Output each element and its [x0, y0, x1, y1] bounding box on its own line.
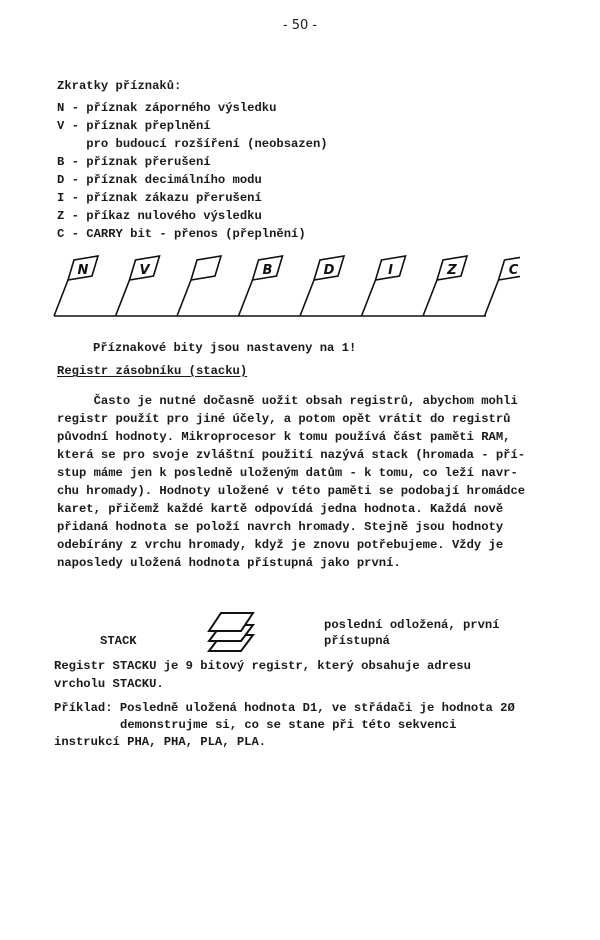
abbreviation-item: N - příznak záporného výsledku — [57, 101, 277, 115]
paragraph-line: Často je nutné dočasně uožit obsah registrů, abychom mohli — [57, 394, 518, 408]
section-title: Registr zásobníku (stacku) — [57, 364, 248, 378]
flag-pole — [177, 280, 191, 316]
paragraph-line: registr použít pro jiné účely, a potom opět vrátit do registrů — [57, 412, 511, 426]
paragraph-line: původní hodnoty. Mikroprocesor k tomu používá část paměti RAM, — [57, 430, 511, 444]
flags-note: Příznakové bity jsou nastaveny na 1! — [93, 341, 357, 355]
abbreviations-heading: Zkratky příznaků: — [57, 79, 182, 93]
flag-pole — [54, 280, 68, 316]
stack-description: poslední odložená, první — [324, 618, 500, 632]
flag-I — [362, 256, 406, 316]
register-description: Registr STACKU je 9 bitový registr, který obsahuje adresu — [54, 659, 471, 673]
paragraph-line: přidaná hodnota se položí navrch hromady. Stejně jsou hodnoty — [57, 520, 504, 534]
flag-pole — [423, 280, 437, 316]
example-line: Příklad: Posledně uložená hodnota D1, ve střádači je hodnota 2Ø — [54, 701, 515, 715]
paragraph-line: naposledy uložená hodnota přístupná jako první. — [57, 556, 401, 570]
flag-N — [54, 256, 98, 316]
flag-Z — [423, 256, 467, 316]
paragraph-line: která se pro svoje zvláštní použití nazývá stack (hromada - pří- — [57, 448, 526, 462]
paragraph-line: odebírány z vrchu hromady, když je znovu potřebujeme. Vždy je — [57, 538, 504, 552]
paragraph-line: stup máme jen k posledně uloženým datům - k tomu, co leží navr- — [57, 466, 518, 480]
flag-empty — [177, 256, 221, 316]
stacked-cards-icon — [205, 607, 265, 657]
flag-V — [116, 256, 160, 316]
flags-diagram — [50, 252, 520, 324]
stack-label: STACK — [100, 634, 137, 648]
paragraph-line: chu hromady). Hodnoty uložené v této paměti se podobají hromádce — [57, 484, 526, 498]
abbreviation-item: Z - příkaz nulového výsledku — [57, 209, 262, 223]
flag-pole — [239, 280, 253, 316]
abbreviation-item: D - příznak decimálního modu — [57, 173, 262, 187]
flag-letter: V — [139, 263, 150, 278]
flag-letter: Z — [447, 263, 457, 278]
flag-pole — [300, 280, 314, 316]
flag-B — [239, 256, 283, 316]
page-number: - 50 - — [282, 18, 318, 33]
paragraph-line: karet, přičemž každé kartě odpovídá jedna hodnota. Každá nově — [57, 502, 504, 516]
register-description: vrcholu STACKU. — [54, 677, 164, 691]
flag-D — [300, 256, 344, 316]
flag-letter: I — [388, 263, 393, 278]
abbreviation-item: C - CARRY bit - přenos (přeplnění) — [57, 227, 306, 241]
flag-letter: D — [323, 263, 335, 278]
stack-description: přístupná — [324, 634, 390, 648]
flag-letter: C — [508, 263, 519, 278]
abbreviation-item: B - příznak přerušení — [57, 155, 211, 169]
example-line: demonstrujme si, co se stane při této sekvenci — [120, 718, 457, 732]
abbreviation-item: pro budoucí rozšíření (neobsazen) — [57, 137, 328, 151]
flag-pole — [362, 280, 376, 316]
flag-letter: B — [262, 263, 273, 278]
flag-pole — [485, 280, 499, 316]
abbreviation-item: V - příznak přeplnění — [57, 119, 211, 133]
flag-pole — [116, 280, 130, 316]
example-line: instrukcí PHA, PHA, PLA, PLA. — [54, 735, 267, 749]
flag-letter: N — [77, 263, 89, 278]
flag-C — [485, 256, 521, 316]
abbreviation-item: I - příznak zákazu přerušení — [57, 191, 262, 205]
flag-box — [191, 256, 221, 280]
